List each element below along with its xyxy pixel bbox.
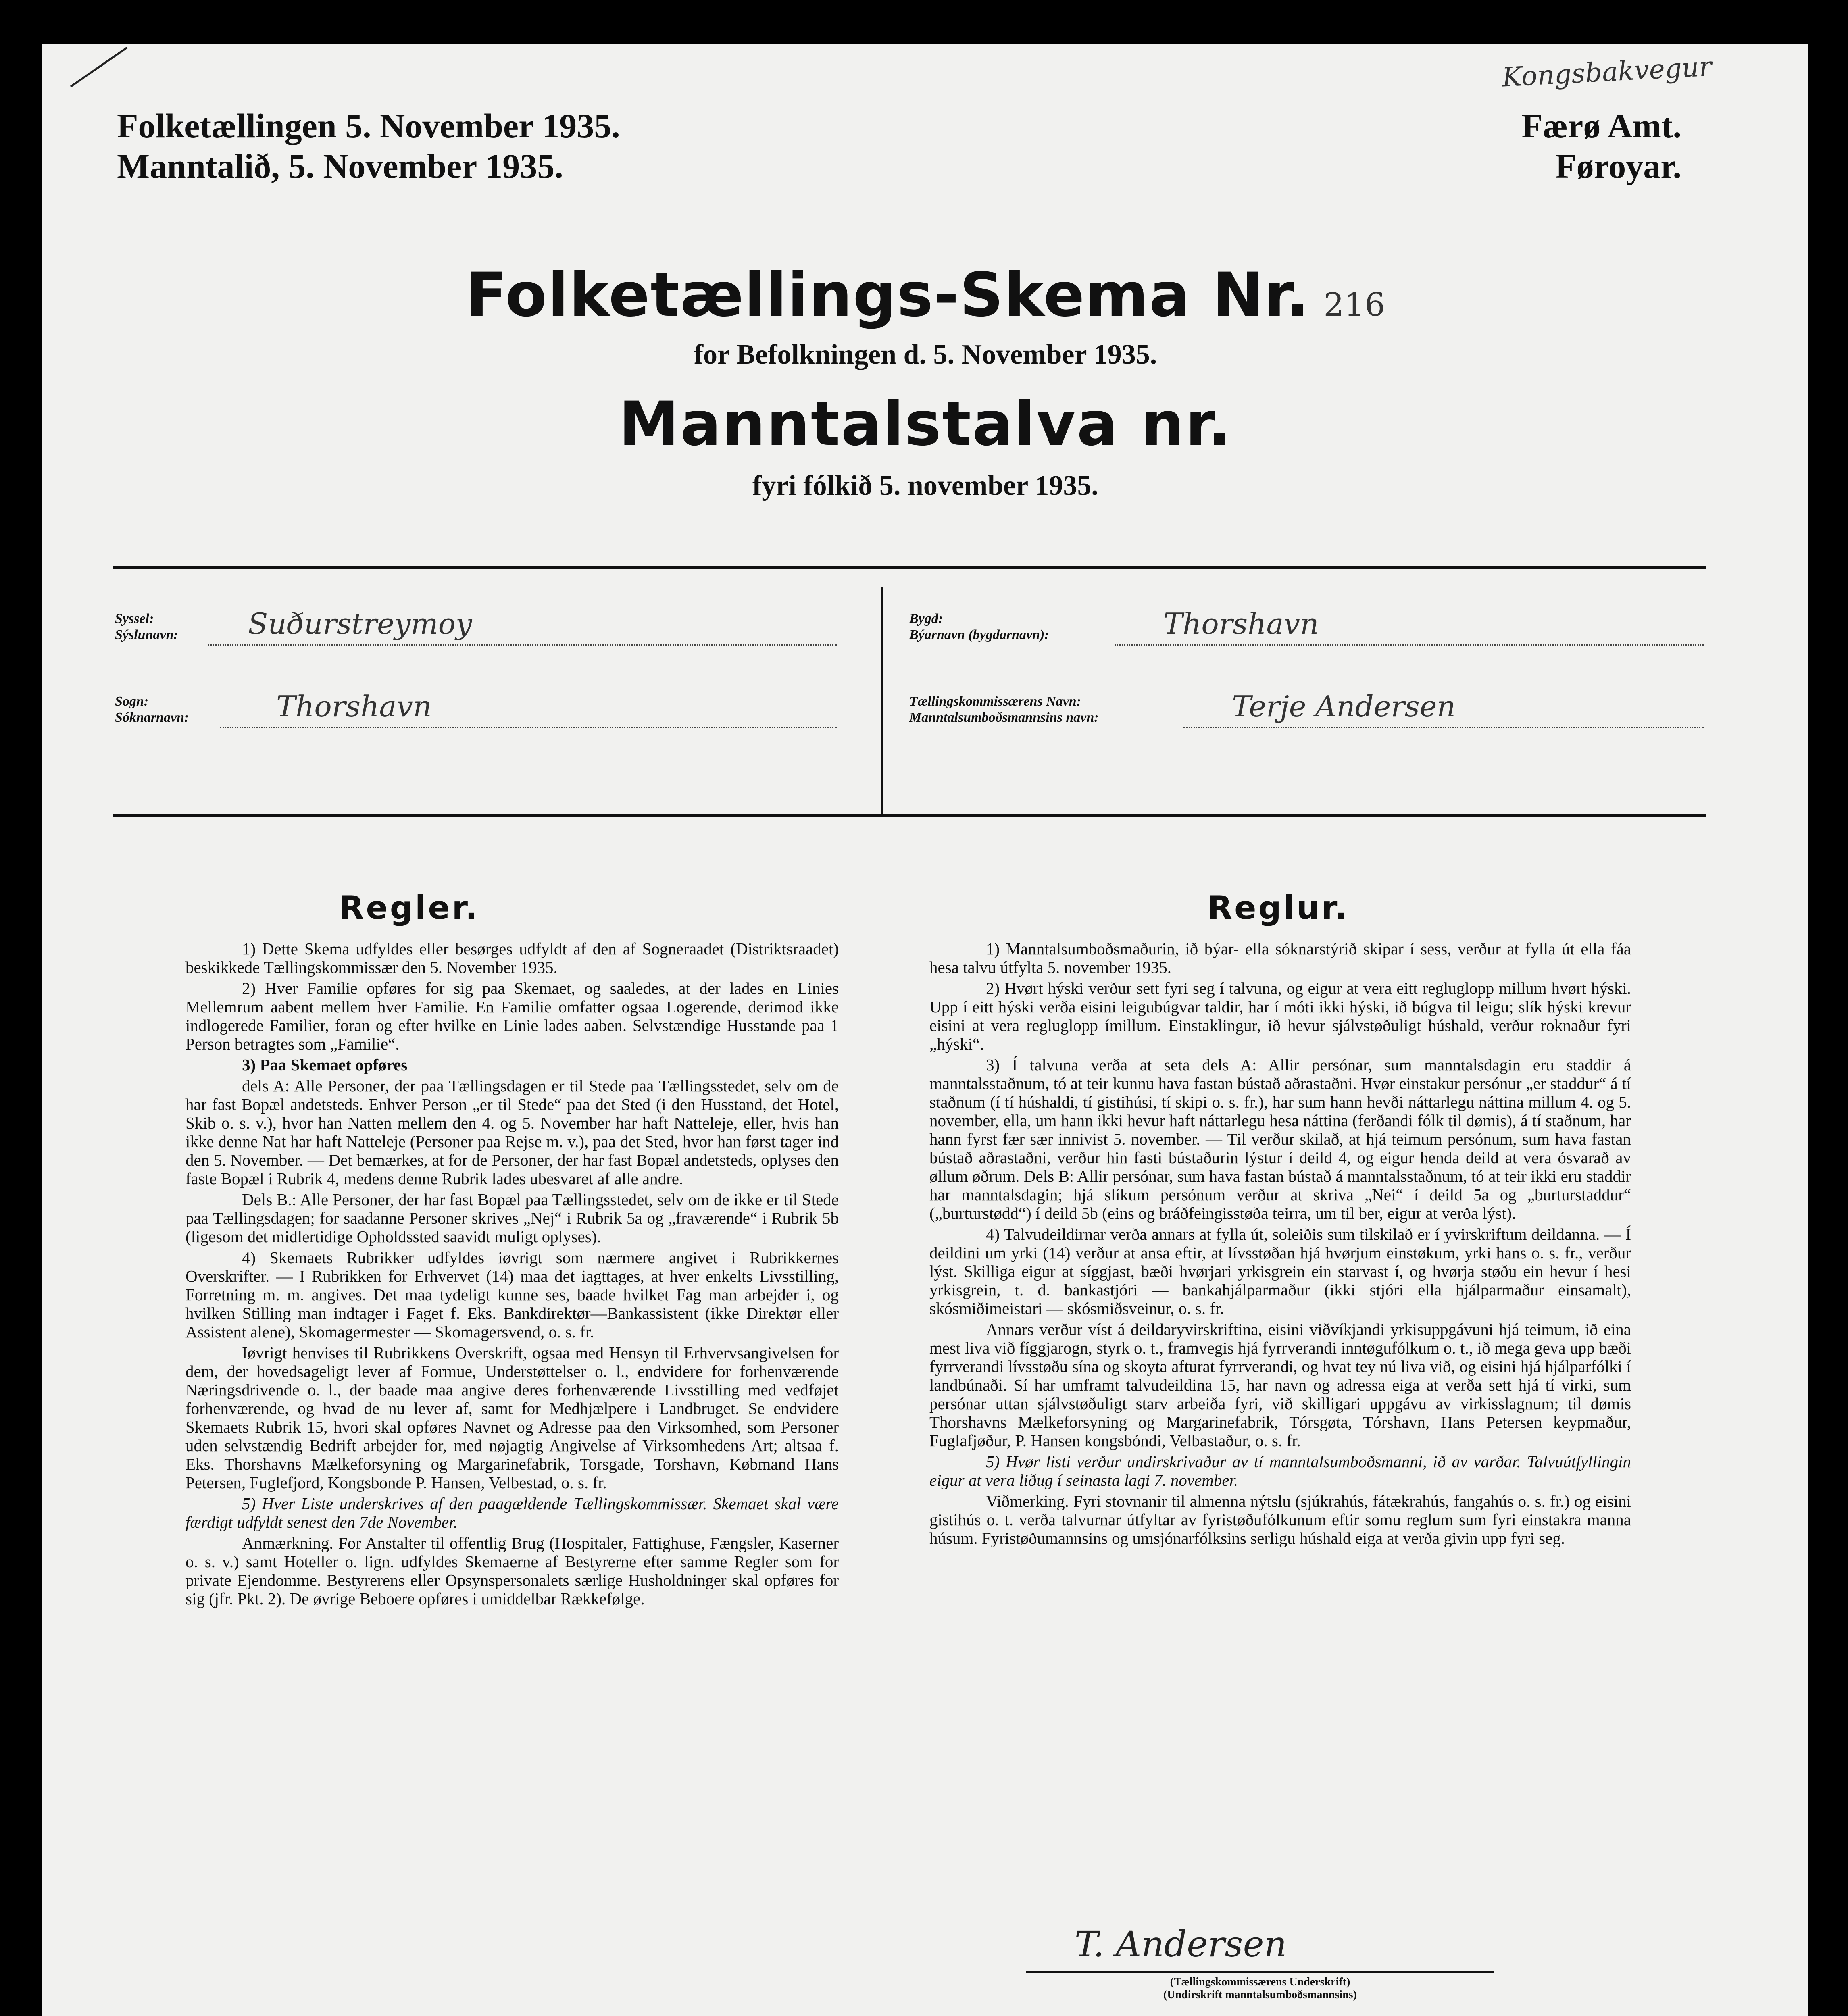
header-line2-left: Manntalið, 5. November 1935.	[117, 147, 563, 185]
rules-fo-para-2: 2) Hvørt hýski verður sett fyri seg í talvuna, og eigur at vera eitt regluglopp millum hvørt hýski. Upp í eitt hýski verða eisini leigubúgvar taldir, har í móti ikki hýski, ið búgva til leigu; slík hýski krevur eisini at vera regluglopp ímillum. Einstaklingur, ið hevur sjálvstøðuligt húshald, verður roknaður fyri „hýski“.	[929, 979, 1631, 1053]
fields-divider	[881, 587, 883, 816]
rules-da-para-6: 4) Skemaets Rubrikker udfyldes iøvrigt som nærmere angivet i Rubrikkernes Overskrifter. — I Rubrikken for Erhvervet (14) maa det iagttages, at hver enkelts Livsstilling, Forretning m. m. angives. Det maa tydeligt kunne ses, baade hvilket Fag man arbejder i, og hvilken Stilling man indtager i Faget f. Eks. Bankdirektør—Bankassistent (ikke Direktør eller Assistent alene), Skomagermester — Skomagersvend, o. s. fr.	[185, 1248, 839, 1341]
bygd-value: Thorshavn	[1163, 607, 1319, 641]
rules-da-note: Anmærkning. For Anstalter til offentlig Brug (Hospitaler, Fattighuse, Fængsler, Kaserner o. s. v.) samt Hoteller o. lign. udfyldes Skemaerne af Bestyrerne efter samme Regler som for private Ejendomme. Bestyrerens eller Opsynspersonalets særlige Husholdninger skal opføres for sig (jfr. Pkt. 2). De øvrige Beboere opføres i umiddelbar Rækkefølge.	[185, 1534, 839, 1608]
kommissaer-value: Terje Andersen	[1232, 689, 1456, 723]
rules-fo-para-6: 5) Hvør listi verður undirskrivaður av tí manntalsumboðsmanni, ið av varðar. Talvuútfyllingin eigur at vera liðug í seinasta lagi 7. november.	[929, 1452, 1631, 1489]
signature-handwritten: T. Andersen	[1075, 1923, 1287, 1965]
rules-da-para-8: 5) Hver Liste underskrives af den paagældende Tællingskommissær. Skemaet skal være færdigt udfyldt senest den 7de November.	[185, 1494, 839, 1531]
rules-da-para-2: 2) Hver Familie opføres for sig paa Skemaet, og saaledes, at der lades en Linies Mellemrum aabent mellem hver Familie. En Familie omfatter ogsaa Logerende, derimod ikke indlogerede Familier, foran og efter hvilke en Linie lades aaben. Selvstændige Husstande paa 1 Person betragtes som „Familie“.	[185, 979, 839, 1053]
bygd-label-da: Bygd:	[909, 611, 943, 626]
form-title: Folketællings-Skema Nr.	[465, 260, 1310, 330]
fields-bottom-rule	[113, 814, 1706, 817]
handwritten-street-name: Kongsbakvegur	[1501, 51, 1713, 93]
signature-caption-da: (Tællingskommissærens Underskrift)	[1170, 1976, 1350, 1988]
bygd-label-fo: Býarnavn (bygdarnavn):	[909, 627, 1049, 642]
form-number: 216	[1323, 286, 1385, 323]
form-subtitle-fo: fyri fólkið 5. november 1935.	[752, 470, 1099, 501]
rules-fo-para-1: 1) Manntalsumboðsmaðurin, ið býar- ella sóknarstýrið skipar í sess, verður at fylla út ella fáa hesa talvu útfylta 5. november 1935.	[929, 939, 1631, 977]
rules-da-para-1: 1) Dette Skema udfyldes eller besørges udfyldt af den af Sogneraadet (Distriktsraadet) beskikkede Tællingskommissær den 5. November 1935.	[185, 939, 839, 977]
signature-line	[1026, 1971, 1494, 1973]
rules-da-para-4: dels A: Alle Personer, der paa Tællingsdagen er til Stede paa Tællingsstedet, selv om de har fast Bopæl andetsteds. Enhver Person „er til Stede“ paa det Sted (i den Husstand, det Hotel, Skib o. s. v.), hvor han Natten mellem den 4. og 5. November har haft Natteleje, eller, hvis han ikke denne Nat har haft Natteleje (Personer paa Rejse m. v.), paa det Sted, hvor han først tager ind den 5. November. — Det bemærkes, at for de Personer, der har fast Bopæl andetsteds, oplyses den faste Bopæl i Rubrik 4, medens denne Rubrik lades ubesvaret af alle andre.	[185, 1077, 839, 1188]
header-line1-right: Færø Amt.	[1521, 106, 1681, 145]
rules-fo-body	[929, 939, 1631, 1550]
kommissaer-label-fo: Manntalsumboðsmannsins navn:	[909, 710, 1099, 725]
header-line1-left: Folketællingen 5. November 1935.	[117, 106, 620, 145]
sysel-label-da: Syssel:	[115, 611, 154, 626]
sogn-label-da: Sogn:	[115, 694, 149, 709]
rules-fo-para-4: 4) Talvudeildirnar verða annars at fylla út, soleiðis sum tilskilað er í yvirskriftum deildanna. — Í deildini um yrki (14) verður at ansa eftir, at lívsstøðan hjá hvørjum einstøkum, yrki hans o. s. fr., verður lýst. Skilliga eigur at síggjast, bæði hvørjari yrkisgrein ein starvast í, og hvørja støðu ein hevur í hesi yrkisgrein, t. d. bankastjóri — bankahjálparmaður (ikki stjóri ella hjálparmaður einsamalt), skósmiðimeistari — skósmiðsveinur, o. s. fr.	[929, 1225, 1631, 1318]
rules-da-title: Regler.	[339, 889, 480, 927]
rules-fo-note: Viðmerking. Fyri stovnanir til almenna nýtslu (sjúkrahús, fátækrahús, fangahús o. s. fr.) og eisini gistihús o. t. verða talvurnar útfyltar av fyristøðufólkunum eftir somu reglum sum fyri einstakra manna húsum. Fyristøðumannsins og umsjónarfólksins serligu húshald eiga at verða givin upp fyri seg.	[929, 1492, 1631, 1547]
rules-fo-title: Reglur.	[1207, 889, 1349, 927]
sysel-label-fo: Sýslunavn:	[115, 627, 178, 642]
rules-da-para-5: Dels B.: Alle Personer, der har fast Bopæl paa Tællingsstedet, selv om de ikke er til Stede paa Tællingsdagen; for saadanne Personer skrives „Nej“ i Rubrik 5a og „fraværende“ i Rubrik 5b (ligesom det midlertidige Opholdssted saavidt muligt oplyses).	[185, 1190, 839, 1246]
rules-fo-para-5: Annars verður víst á deildaryvirskriftina, eisini viðvíkjandi yrkisuppgávuni hjá teimum, ið eina mest liva við fíggjarogn, styrk o. t., framvegis hjá fyrrverandi inntøgufólkum o. t., ið mega geva upp bæði fyrrverandi lívsstøðu sína og skoyta afturat fyrrverandi, og hvat tey nú liva við, og eisini hjá hjálparfólki í landbúnaði. Sí har umframt talvudeildina 15, har navn og adressa eiga at verða sett hjá tí virki, sum persónar uttan sjálvstøðuligt starv arbeiða fyri, við skilligari uppgávu av virkisslagnum; til dømis Thorshavns Mælkeforsyning og Margarinefabrik, Tórsgøta, Tórshavn, Hans Petersen keypmaður, Fuglafjøður, P. Hansen kongsbóndi, Velbastaður, o. s. fr.	[929, 1320, 1631, 1450]
rules-fo-para-3: 3) Í talvuna verða at seta dels A: Allir persónar, sum manntalsdagin eru staddir á manntalsstaðnum, tó at teir kunnu hava fastan bústað aðrastaðni. Hvør einstakur persónur „er staddur“ á tí staðnum (í tí húshaldi, tí gistihúsi, tí skipi o. s. fr.), har sum hann hevði náttarlegu náttina millum 4. og 5. november, ella, um hann ikki hevur haft náttarlegu hesa náttina (ferðandi fólk til dømis), á tí staðnum, har hann fyrst fær sær innivist 5. november. — Til verður skilað, at hjá teimum persónum, sum hava fastan bústað aðrastaðni, verður hin fasti bústaðurin lýstur í deild 4, og eigur henda deild at vera ósvarað av øllum øðrum. Dels B: Allir persónar, sum hava fastan bústað á manntalsstaðnum, tó at teir ikki eru staddir har manntalsdagin; hjá slíkum persónum verður at skriva „Nei“ í deild 5a og „burturstaddur“ („burturstødd“) í deild 5b (eins og bráðfeingisstøða teirra, um til ber, eigur at verða lýst).	[929, 1056, 1631, 1223]
form-subtitle-da: for Befolkningen d. 5. November 1935.	[694, 339, 1157, 370]
rules-da-body	[185, 939, 839, 1610]
rules-da-para-3: 3) Paa Skemaet opføres	[242, 1056, 408, 1074]
sogn-value: Thorshavn	[276, 689, 432, 723]
kommissaer-label-da: Tællingskommissærens Navn:	[909, 694, 1081, 709]
form-title-fo: Manntalstalva nr.	[619, 389, 1232, 459]
signature-caption-fo: (Undirskrift manntalsumboðsmannsins)	[1163, 1989, 1357, 2001]
header-line2-right: Føroyar.	[1555, 147, 1681, 185]
pencil-mark	[67, 44, 131, 89]
census-form-page	[42, 44, 1808, 2016]
sogn-label-fo: Sóknarnavn:	[115, 710, 189, 725]
rules-da-para-7: Iøvrigt henvises til Rubrikkens Overskrift, ogsaa med Hensyn til Erhvervsangivelsen for dem, der hovedsageligt lever af Formue, Understøttelser o. l., endvidere for forhenværende Næringsdrivende o. l., der baade maa angive deres forhenværende Livsstilling med vedføjet forhenværende, og hvad de nu lever af, samt for Medhjælpere i Landbruget. Se endvidere Skemaets Rubrik 15, hvori skal opføres Navnet og Adresse paa den Virksomhed, som Personer uden selvstændig Bedrift arbejder for, med nøjagtig Angivelse af Virksomhedens Art; altsaa f. Eks. Thorshavns Mælkeforsyning og Margarinefabrik, Torsgade, Torshavn, Købmand Hans Petersen, Fuglefjord, Kongsbonde P. Hansen, Velbestad, o. s. fr.	[185, 1343, 839, 1492]
fields-top-rule	[113, 566, 1706, 569]
sysel-value: Suðurstreymoy	[248, 607, 472, 641]
